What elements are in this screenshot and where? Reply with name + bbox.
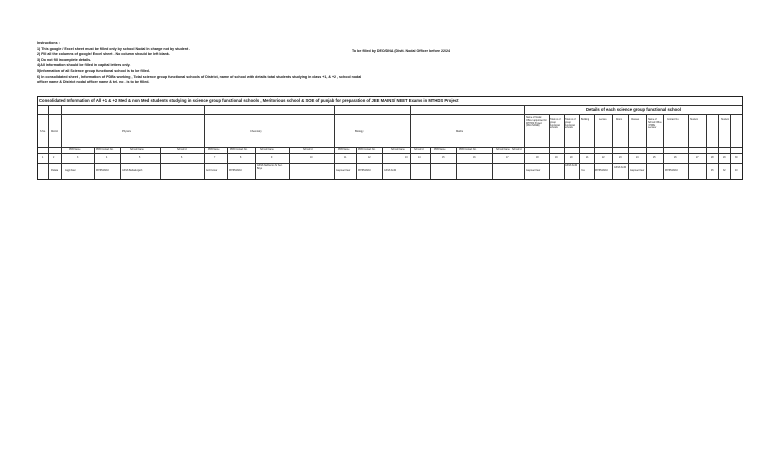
data-count: 40: [735, 170, 738, 172]
column-number: 11: [344, 157, 347, 159]
col-divider: [430, 147, 431, 179]
subheader-pdb-name: PDB Name: [434, 149, 446, 151]
col-divider: [524, 105, 525, 179]
data-lecturer-contact: 9876543210: [665, 170, 678, 172]
consolidated-table: [37, 96, 743, 180]
row-divider: [38, 163, 742, 164]
column-number: 27: [696, 157, 699, 159]
column-number: 9: [271, 157, 273, 159]
column-number: 29: [723, 157, 726, 159]
deo-note: To be filled by DEO/DNA (Distt. Nodal Officer before 22/24: [352, 49, 451, 53]
col-divider: [410, 105, 411, 179]
subheader-pdb-name: PDB Name: [69, 149, 81, 151]
subheader-school-name: School Name: [391, 149, 405, 151]
header-contact: Contact No.: [667, 119, 680, 121]
col-divider: [227, 147, 228, 179]
column-number: 14: [418, 157, 421, 159]
col-divider: [356, 147, 357, 179]
col-divider: [718, 114, 719, 179]
header-total-schools: Total no of group functional schools: [550, 119, 561, 130]
column-number: 2: [53, 157, 55, 159]
data-chemistry-contact: 9876543210: [229, 170, 242, 172]
column-number: 6: [181, 157, 183, 159]
instruction-line: 4)All information should be filled in capital letters only.: [37, 63, 131, 68]
data-nodal-officer: Jaspreet Kaur: [526, 170, 541, 172]
header-physics: Physics: [122, 130, 131, 133]
column-number: 30: [735, 157, 738, 159]
column-number: 10: [310, 157, 313, 159]
instruction-line: 1) This google / Excel sheet must be filled only by school Nodal In charge not by student .: [37, 46, 191, 51]
column-number: 20: [570, 157, 573, 159]
header-nodal-officer: Name of Nodal Officer appointed for MTHDS Project (DNA NAME): [526, 117, 547, 128]
column-number: 26: [674, 157, 677, 159]
col-divider: [663, 114, 664, 179]
column-number: 17: [506, 157, 509, 159]
data-biology-school: GSSS Kohli: [384, 170, 397, 172]
subheader-pdb-contact: PDB Contact No.: [459, 149, 477, 151]
col-divider: [579, 114, 580, 179]
subheader-school-name: School Name: [130, 149, 144, 151]
row-divider: [38, 114, 742, 115]
subheader-school-name: School Name: [260, 149, 274, 151]
instructions-block: [37, 41, 457, 86]
col-divider: [612, 114, 613, 179]
data-biology-contact: 9876543210: [358, 170, 371, 172]
column-number: 19: [555, 157, 558, 159]
header-classes: Classes: [631, 119, 640, 121]
subheader-pdb-name: PDB Name: [338, 149, 350, 151]
column-number: 22: [602, 157, 605, 159]
col-divider: [628, 114, 629, 179]
col-divider: [160, 147, 161, 179]
data-physics-contact: 9876543210: [96, 170, 109, 172]
header-student: Student: [690, 119, 698, 121]
column-number: 24: [636, 157, 639, 159]
col-divider: [204, 105, 205, 179]
subheader-pdb-contact: PDB Contact No.: [358, 149, 376, 151]
data-building: Yes: [581, 170, 585, 172]
row-divider: [38, 147, 742, 148]
subheader-school-id: School Id: [177, 149, 187, 151]
data-room-school: GSSS Kohli: [614, 167, 627, 169]
subheader-school-name: School Name: [496, 149, 510, 151]
row-divider: [38, 153, 742, 154]
data-physics-school: GSSS Bahadurgarh: [122, 170, 143, 172]
header-district: District: [51, 131, 59, 133]
data-biology-pdb: Jaspreet Kaur: [336, 170, 351, 172]
header-school-office: Name of School Office / PDBs Lecturer: [648, 119, 662, 130]
col-divider: [688, 114, 689, 179]
instruction-line: 5)Information of all Science group functional school is to be filled.: [37, 68, 150, 73]
col-divider: [61, 105, 62, 179]
col-divider: [289, 147, 290, 179]
header-chemistry: Chemistry: [250, 130, 262, 133]
header-total-schools-2: Total no of group functional schools: [565, 119, 576, 130]
col-divider: [120, 147, 121, 179]
col-divider: [456, 147, 457, 179]
column-number: 16: [473, 157, 476, 159]
data-count: 45: [711, 170, 714, 172]
header-sno: S.No.: [40, 131, 46, 133]
subheader-pdb-name: PDB Name: [208, 149, 220, 151]
column-number: 21: [586, 157, 589, 159]
data-count: 32: [723, 170, 726, 172]
subheader-school-id: School Id: [303, 149, 313, 151]
column-number: 23: [619, 157, 622, 159]
subheader-school-id: School Id: [512, 149, 522, 151]
header-maths: Maths: [456, 130, 464, 133]
column-number: 1: [42, 157, 44, 159]
col-divider: [48, 105, 49, 179]
column-number: 12: [368, 157, 371, 159]
subheader-pdb-contact: PDB Contact No.: [96, 149, 114, 151]
header-student-2: Student: [721, 119, 729, 121]
col-divider: [730, 114, 731, 179]
instructions-heading: Instructions :: [37, 41, 60, 45]
col-divider: [646, 114, 647, 179]
column-number: 13: [405, 157, 408, 159]
subheader-school-id: School Id: [414, 149, 424, 151]
data-chemistry-school: GSSS Nabha Gs Sr Sec. Boys: [257, 165, 283, 170]
column-number: 28: [711, 157, 714, 159]
instruction-line: 3) Do not fill incomplete details.: [37, 57, 92, 62]
instruction-line: officer name & District nodal officer name & tel. no . is to be filled.: [37, 80, 150, 85]
col-divider: [706, 114, 707, 179]
data-physics-pdb: Jagjit Kaur: [65, 170, 76, 172]
data-chemistry-pdb: Anil Kumar: [206, 170, 218, 172]
col-divider: [382, 147, 383, 179]
column-number: 4: [106, 157, 108, 159]
subheader-pdb-contact: PDB Contact No.: [230, 149, 248, 151]
col-divider: [492, 147, 493, 179]
column-number: 8: [240, 157, 242, 159]
col-divider: [94, 147, 95, 179]
data-school: GSSS Kohli: [565, 165, 578, 167]
details-title: Details of each science group functional school: [586, 107, 681, 112]
data-contact: 9876543210: [595, 170, 608, 172]
data-district: Patiala: [51, 170, 59, 172]
column-number: 15: [442, 157, 445, 159]
col-divider: [334, 105, 335, 179]
row-divider: [38, 105, 742, 106]
column-number: 18: [536, 157, 539, 159]
instruction-line: 6) In consolidated sheet , Information of PDBs working , Total science group functional schools of District, name of school with details total students studying in class +1, & +2 , school nodal: [37, 74, 362, 79]
column-number: 25: [653, 157, 656, 159]
column-number: 5: [139, 157, 141, 159]
header-building: Building: [581, 119, 590, 121]
column-number: 7: [214, 157, 216, 159]
column-number: 3: [77, 157, 79, 159]
header-lecture: Lecture: [599, 119, 607, 121]
data-lecturer: Jaspreet Kaur: [630, 170, 645, 172]
table-title: Consolidated Information of All +1 & +2 Med & non Med students studying in science group functional schools , Meritorious school & SOE of punjab for preparation of JEE MAINS/ NEET Exams in MTHDS Project: [39, 98, 459, 103]
header-biology: Biology: [355, 130, 364, 133]
instruction-line: 2) Fill all the columns of google/ Excel sheet . No column should be left blank.: [37, 52, 170, 57]
header-room: Room: [616, 119, 623, 121]
col-divider: [255, 147, 256, 179]
